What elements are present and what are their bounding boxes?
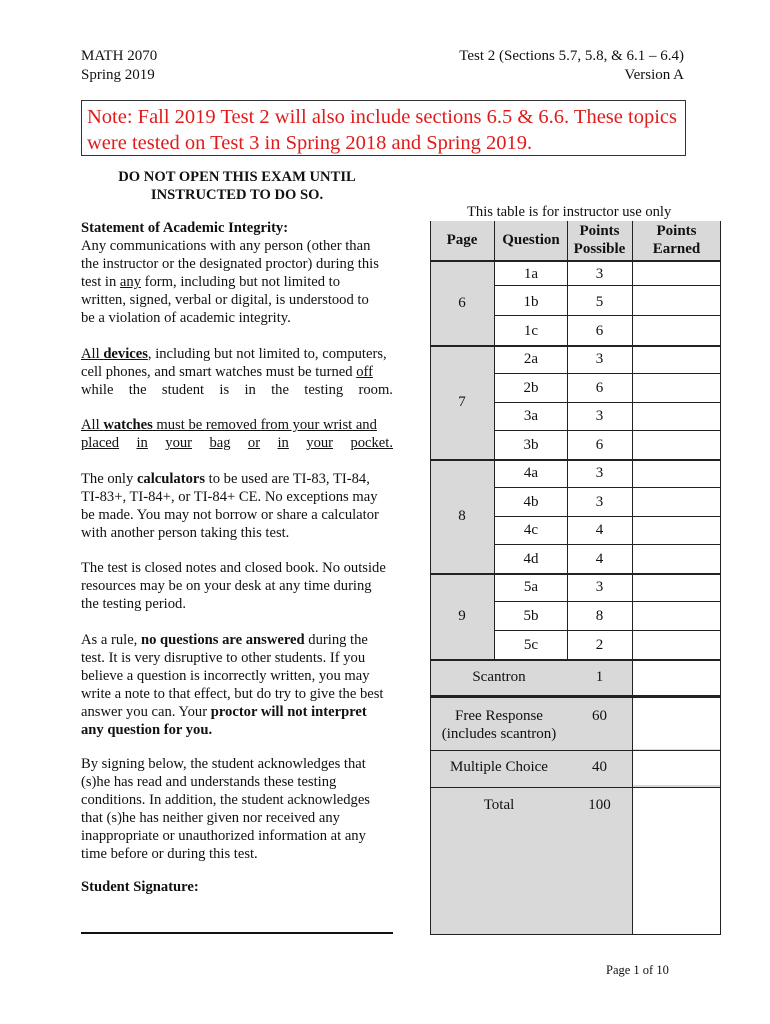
question-5c: 5c bbox=[523, 637, 539, 653]
watches-section bbox=[81, 416, 393, 452]
table-caption: This table is for instructor use only bbox=[467, 204, 672, 220]
points-1c: 6 bbox=[595, 323, 604, 339]
question-4a: 4a bbox=[523, 465, 539, 481]
integrity-line-4: written, signed, verbal or digital, is understood to bbox=[81, 292, 369, 308]
points-1a: 3 bbox=[595, 266, 604, 282]
multiple-choice-label: Multiple Choice bbox=[450, 759, 548, 775]
integrity-line-1: Any communications with any person (other than bbox=[81, 238, 371, 254]
note-line-2: were tested on Test 3 in Spring 2018 and Spring 2019. bbox=[87, 132, 533, 154]
points-5a: 3 bbox=[595, 579, 604, 595]
signing-line-4: that (s)he has neither given nor received any bbox=[81, 810, 340, 826]
devices-line-3: while the student is in the testing room. bbox=[81, 382, 393, 398]
devices-section bbox=[81, 345, 393, 399]
question-1a: 1a bbox=[523, 266, 539, 282]
question-4d: 4d bbox=[523, 551, 539, 567]
scantron-points: 1 bbox=[595, 669, 604, 685]
integrity-line-3: test in any form, including but not limited to bbox=[81, 274, 341, 290]
page-6: 6 bbox=[458, 295, 466, 311]
question-2a: 2a bbox=[523, 351, 539, 367]
points-3a: 3 bbox=[595, 408, 604, 424]
signing-line-2: (s)he has read and understands these testing bbox=[81, 774, 337, 790]
header-question: Question bbox=[502, 232, 560, 248]
scantron-label: Scantron bbox=[472, 669, 526, 685]
question-4c: 4c bbox=[523, 522, 539, 538]
closed-line-1: The test is closed notes and closed book. No outside bbox=[81, 560, 386, 576]
page-9: 9 bbox=[458, 608, 466, 624]
note-line-1: Note: Fall 2019 Test 2 will also include sections 6.5 & 6.6. These topics bbox=[87, 106, 677, 128]
points-4b: 3 bbox=[595, 494, 604, 510]
page-footer: Page 1 of 10 bbox=[606, 963, 669, 977]
integrity-line-2: the instructor or the designated proctor) during this bbox=[81, 256, 379, 272]
grading-table bbox=[430, 221, 721, 935]
closed-line-3: the testing period. bbox=[81, 596, 186, 612]
watches-line-1: All watches must be removed from your wrist and bbox=[81, 417, 377, 433]
calculators-section bbox=[81, 470, 393, 542]
signing-line-1: By signing below, the student acknowledges that bbox=[81, 756, 366, 772]
points-3b: 6 bbox=[595, 437, 604, 453]
total-earned-bg bbox=[632, 788, 721, 935]
warning-line-2: INSTRUCTED TO DO SO. bbox=[150, 187, 324, 203]
question-3a: 3a bbox=[523, 408, 539, 424]
header-page: Page bbox=[446, 232, 478, 248]
calculators-line-3: be made. You may not borrow or share a calculator bbox=[81, 507, 379, 523]
questions-line-5: answer you can. Your proctor will not interpret bbox=[81, 704, 367, 720]
warning-line-1: DO NOT OPEN THIS EXAM UNTIL bbox=[118, 169, 356, 185]
points-4d: 4 bbox=[595, 551, 604, 567]
integrity-line-5: be a violation of academic integrity. bbox=[81, 310, 291, 326]
total-label: Total bbox=[483, 797, 515, 813]
term: Spring 2019 bbox=[81, 67, 155, 83]
header-points-possible: Points Possible bbox=[573, 223, 626, 257]
points-5c: 2 bbox=[595, 637, 604, 653]
total-points: 100 bbox=[588, 797, 611, 813]
page-8: 8 bbox=[458, 508, 466, 524]
test-title: Test 2 (Sections 5.7, 5.8, & 6.1 – 6.4) bbox=[459, 48, 684, 64]
devices-line-1: All devices, including but not limited to, computers, bbox=[81, 346, 387, 362]
page-7: 7 bbox=[458, 394, 466, 410]
header-points-earned: Points Earned bbox=[652, 223, 701, 257]
note-box bbox=[81, 100, 686, 156]
signing-line-3: conditions. In addition, the student acknowledges bbox=[81, 792, 370, 808]
do-not-open-warning bbox=[81, 168, 393, 204]
version: Version A bbox=[624, 67, 684, 83]
course-name: MATH 2070 bbox=[81, 48, 158, 64]
student-signature-label: Student Signature: bbox=[81, 879, 199, 895]
closed-book-section bbox=[81, 559, 393, 613]
signature-line[interactable] bbox=[81, 932, 393, 934]
points-2a: 3 bbox=[595, 351, 604, 367]
question-1c: 1c bbox=[523, 323, 539, 339]
questions-line-6: any question for you. bbox=[81, 722, 213, 738]
scantron-earned-bg bbox=[632, 661, 721, 695]
calculators-line-2: TI-83+, TI-84+, or TI-84+ CE. No exceptions may bbox=[81, 489, 378, 505]
questions-line-2: test. It is very disruptive to other students. If you bbox=[81, 650, 366, 666]
signing-line-6: time before or during this test. bbox=[81, 846, 258, 862]
questions-line-4: write a note to that effect, but do try to give the best bbox=[81, 686, 384, 702]
question-3b: 3b bbox=[523, 437, 539, 453]
closed-line-2: resources may be on your desk at any time during bbox=[81, 578, 372, 594]
fr-earned-bg bbox=[632, 697, 721, 749]
question-5a: 5a bbox=[523, 579, 539, 595]
calculators-line-1: The only calculators to be used are TI-83, TI-84, bbox=[81, 471, 370, 487]
question-5b: 5b bbox=[523, 608, 539, 624]
calculators-line-4: with another person taking this test. bbox=[81, 525, 290, 541]
points-2b: 6 bbox=[595, 380, 604, 396]
free-response-points: 60 bbox=[592, 708, 607, 724]
points-4c: 4 bbox=[595, 522, 604, 538]
points-4a: 3 bbox=[595, 465, 604, 481]
devices-line-2: cell phones, and smart watches must be turned off bbox=[81, 364, 373, 380]
questions-line-3: believe a question is incorrectly written, you may bbox=[81, 668, 370, 684]
free-response-label: Free Response (includes scantron) bbox=[441, 708, 557, 742]
signing-section bbox=[81, 755, 393, 863]
question-4b: 4b bbox=[523, 494, 539, 510]
signing-line-5: inappropriate or unauthorized information at any bbox=[81, 828, 366, 844]
question-1b: 1b bbox=[523, 294, 539, 310]
integrity-title: Statement of Academic Integrity: bbox=[81, 220, 289, 236]
questions-section bbox=[81, 631, 393, 739]
points-5b: 8 bbox=[595, 608, 604, 624]
question-2b: 2b bbox=[523, 380, 539, 396]
mc-earned-bg bbox=[632, 751, 721, 785]
questions-line-1: As a rule, no questions are answered during the bbox=[81, 632, 368, 648]
watches-line-2: placed in your bag or in your pocket. bbox=[81, 435, 393, 451]
academic-integrity-section bbox=[81, 219, 393, 327]
points-1b: 5 bbox=[595, 294, 604, 310]
multiple-choice-points: 40 bbox=[592, 759, 607, 775]
